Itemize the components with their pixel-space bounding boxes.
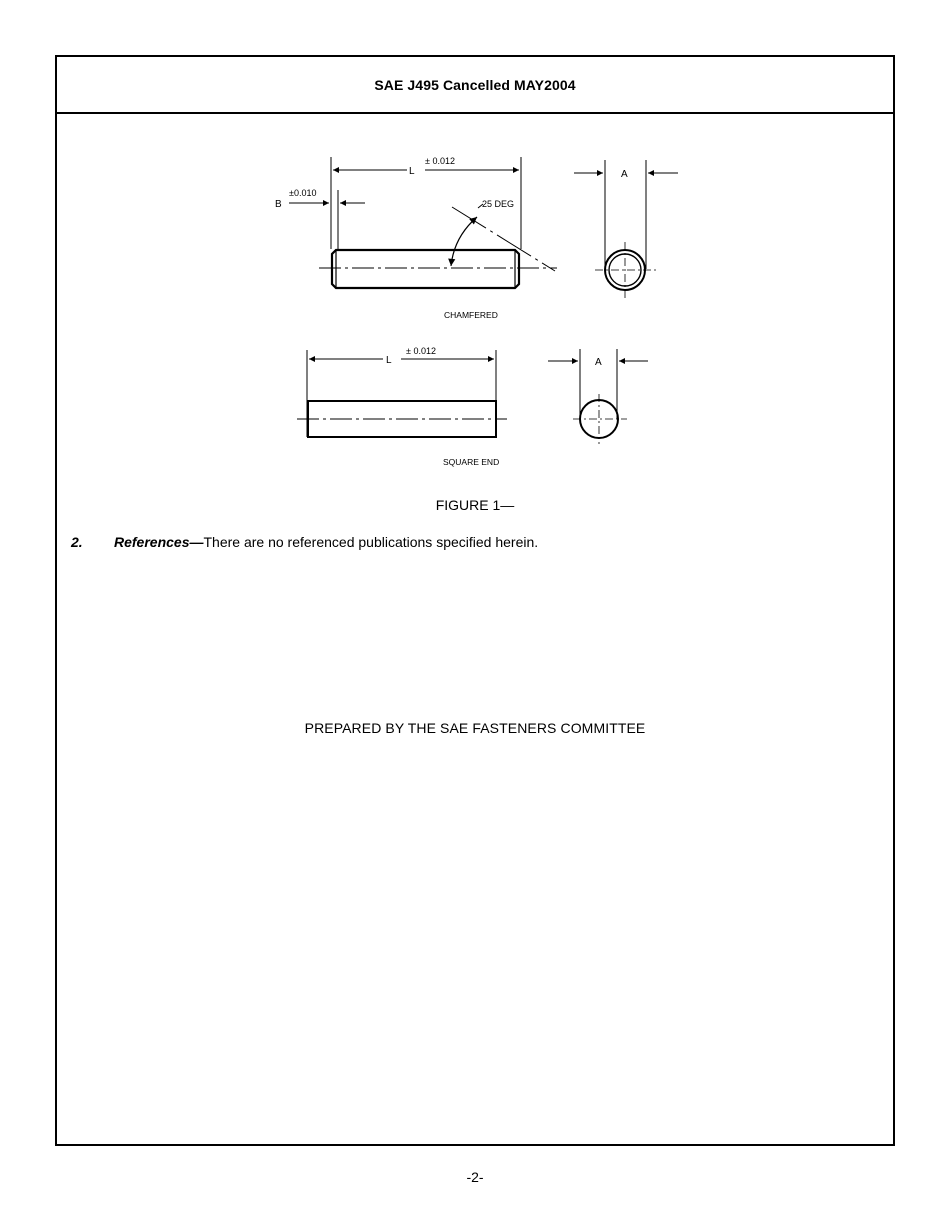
figure-1-drawing [57, 57, 893, 487]
chamfered-caption: CHAMFERED [444, 310, 498, 320]
document-title: SAE J495 Cancelled MAY2004 [374, 76, 576, 93]
square-end-length-symbol: L [386, 355, 392, 366]
chamfered-length-tolerance: ± 0.012 [425, 156, 455, 166]
chamfered-pin-labels [275, 156, 514, 320]
chamfered-length-symbol: L [409, 166, 415, 177]
section-title: References— [114, 534, 204, 550]
chamfered-pin-end-view [574, 160, 678, 298]
chamfer-angle-label: 25 DEG [482, 199, 515, 209]
section-body: There are no referenced publications specified herein. [203, 534, 539, 550]
chamfered-diameter-symbol: A [621, 169, 628, 180]
section-number: 2. [71, 534, 83, 550]
page-number: -2- [466, 1169, 484, 1185]
figure-caption: FIGURE 1— [435, 497, 515, 513]
square-end-diameter-symbol: A [595, 357, 602, 368]
page-frame [55, 55, 895, 1146]
prepared-by-statement: PREPARED BY THE SAE FASTENERS COMMITTEE [304, 720, 646, 736]
chamfered-pin-side-view [289, 157, 557, 288]
chamfer-tolerance: ±0.010 [289, 188, 317, 198]
chamfer-symbol: B [275, 199, 282, 210]
section-references [71, 534, 538, 550]
square-end-pin-labels [386, 346, 499, 467]
square-end-length-tolerance: ± 0.012 [406, 346, 436, 356]
square-end-caption: SQUARE END [443, 457, 500, 467]
square-end-pin-side-view [297, 350, 507, 437]
